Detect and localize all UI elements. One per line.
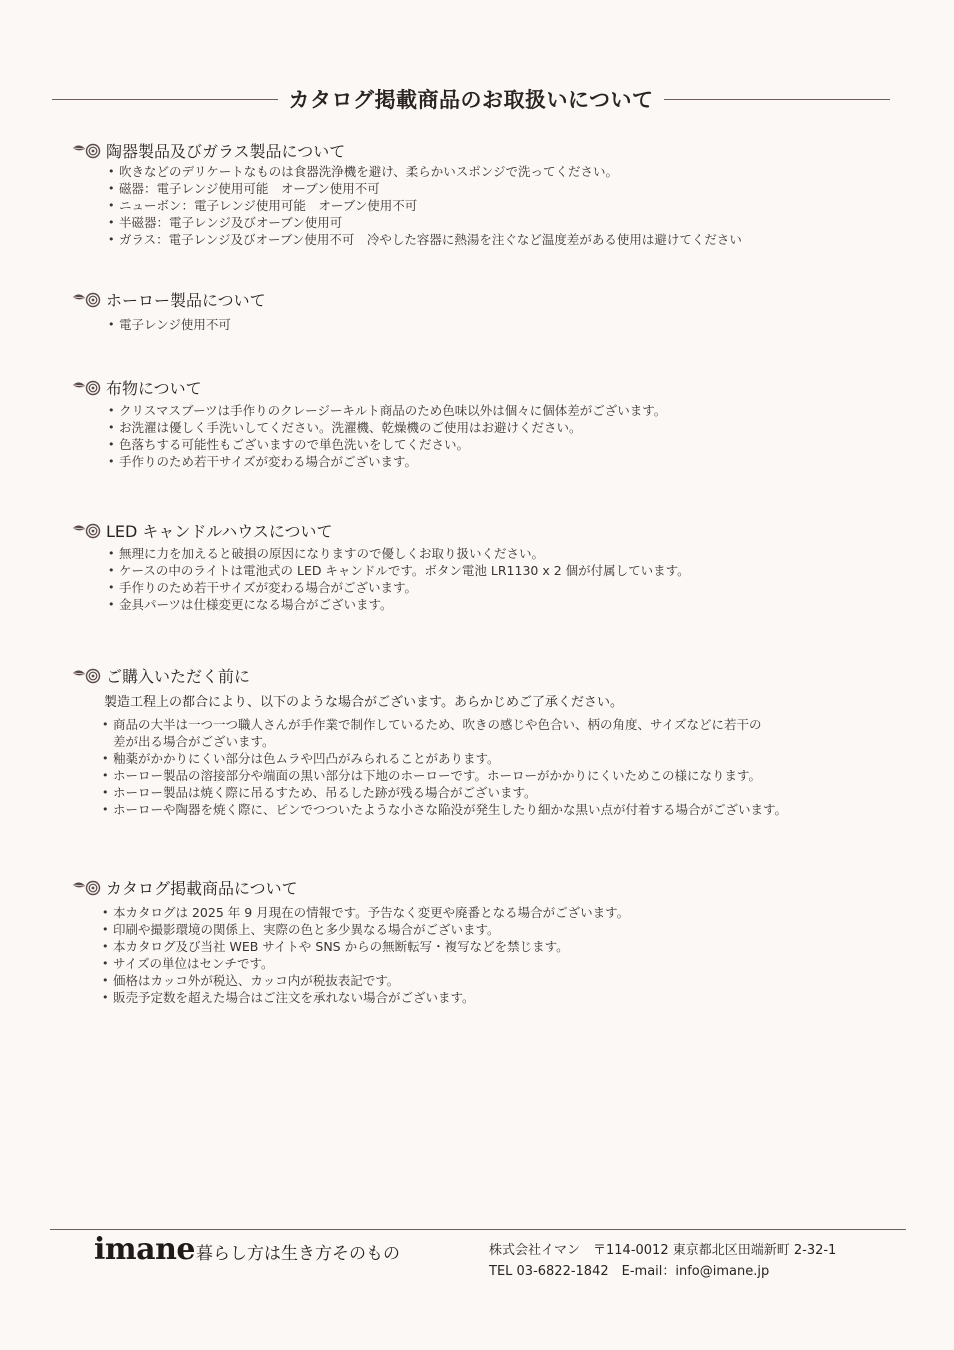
list-item: • ホーロー製品の溶接部分や端面の黒い部分は下地のホーローです。ホーローがかかりにくいためこの様になります。 [102, 767, 912, 784]
list-item: • お洗濯は優しく手洗いしてください。洗濯機、乾燥機のご使用はお避けください。 [108, 419, 912, 436]
list-item: • ホーローや陶器を焼く際に、ピンでつついたような小さな陥没が発生したり細かな黒い点が付着する場合がございます。 [102, 801, 912, 818]
list-item: • 販売予定数を超えた場合はご注文を承れない場合がございます。 [102, 989, 912, 1006]
list-item: • 金具パーツは仕様変更になる場合がございます。 [108, 596, 912, 613]
list-item: • 電子レンジ使用不可 [108, 316, 912, 333]
list-item: • 釉薬がかかりにくい部分は色ムラや凹凸がみられることがあります。 [102, 750, 912, 767]
list-item-text: 商品の大半は一つ一つ職人さんが手作業で制作しているため、吹きの感じや色合い、柄の角度、サイズなどに若干の [113, 717, 762, 732]
rose-icon [72, 290, 102, 308]
section-catalog-items [72, 875, 912, 1006]
list-item: • 手作りのため若干サイズが変わる場合がございます。 [108, 579, 912, 596]
list-item: • ホーロー製品は焼く際に吊るすため、吊るした跡が残る場合がございます。 [102, 784, 912, 801]
list-item: • 吹きなどのデリケートなものは食器洗浄機を避け、柔らかいスポンジで洗ってください。 [108, 163, 912, 180]
list-item: • 本カタログは 2025 年 9 月現在の情報です。予告なく変更や廃番となる場合がございます。 [102, 904, 912, 921]
list-item [102, 716, 912, 750]
brand-logo: imane [94, 1232, 195, 1267]
section-title: カタログ掲載商品について [106, 878, 298, 898]
list-item-continuation: 差が出る場合がございます。 [113, 734, 275, 749]
section-lead: 製造工程上の都合により、以下のような場合がございます。あらかじめご了承ください。 [104, 695, 623, 710]
company-contact: TEL 03-6822-1842 E-mail：info@imane.jp [489, 1264, 770, 1279]
section-title: ホーロー製品について [106, 290, 266, 310]
list-item: • 手作りのため若干サイズが変わる場合がございます。 [108, 453, 912, 470]
footer-rule [50, 1229, 906, 1230]
section-fabric [72, 375, 912, 470]
section-ceramics-glass [72, 138, 912, 248]
section-title: ご購入いただく前に [106, 666, 251, 686]
title-rule-right [664, 99, 890, 100]
list-item: • 磁器：電子レンジ使用可能 オーブン使用不可 [108, 180, 912, 197]
section-enamel [72, 287, 912, 333]
company-address: 株式会社イマン 〒114-0012 東京都北区田端新町 2-32-1 [489, 1243, 837, 1258]
list-item: • 価格はカッコ外が税込、カッコ内が税抜表記です。 [102, 972, 912, 989]
section-before-purchase [72, 663, 912, 818]
rose-icon [72, 141, 102, 159]
list-item: • ケースの中のライトは電池式の LED キャンドルです。ボタン電池 LR1130 x 2 個が付属しています。 [108, 562, 912, 579]
rose-icon [72, 878, 102, 896]
rose-icon [72, 521, 102, 539]
page-title: カタログ掲載商品のお取扱いについて [288, 88, 654, 112]
list-item: • 本カタログ及び当社 WEB サイトや SNS からの無断転写・複写などを禁じます。 [102, 938, 912, 955]
list-item: • 色落ちする可能性もございますので単色洗いをしてください。 [108, 436, 912, 453]
list-item: • 半磁器：電子レンジ及びオーブン使用可 [108, 214, 912, 231]
list-item: • 無理に力を加えると破損の原因になりますので優しくお取り扱いください。 [108, 545, 912, 562]
section-title: LED キャンドルハウスについて [106, 521, 333, 541]
title-rule-left [52, 99, 278, 100]
section-led-candle [72, 518, 912, 613]
page-title-row [52, 84, 890, 114]
rose-icon [72, 666, 102, 684]
brand-tagline: 暮らし方は生き方そのもの [196, 1244, 400, 1264]
rose-icon [72, 378, 102, 396]
list-item: • ニューボン：電子レンジ使用可能 オーブン使用不可 [108, 197, 912, 214]
list-item: • ガラス：電子レンジ及びオーブン使用不可 冷やした容器に熱湯を注ぐなど温度差がある使用は避けてください [108, 231, 912, 248]
list-item: • 印刷や撮影環境の関係上、実際の色と多少異なる場合がございます。 [102, 921, 912, 938]
list-item: • クリスマスブーツは手作りのクレージーキルト商品のため色味以外は個々に個体差がございます。 [108, 402, 912, 419]
section-title: 陶器製品及びガラス製品について [106, 141, 346, 161]
company-info [489, 1240, 836, 1282]
section-title: 布物について [106, 378, 202, 398]
list-item: • サイズの単位はセンチです。 [102, 955, 912, 972]
